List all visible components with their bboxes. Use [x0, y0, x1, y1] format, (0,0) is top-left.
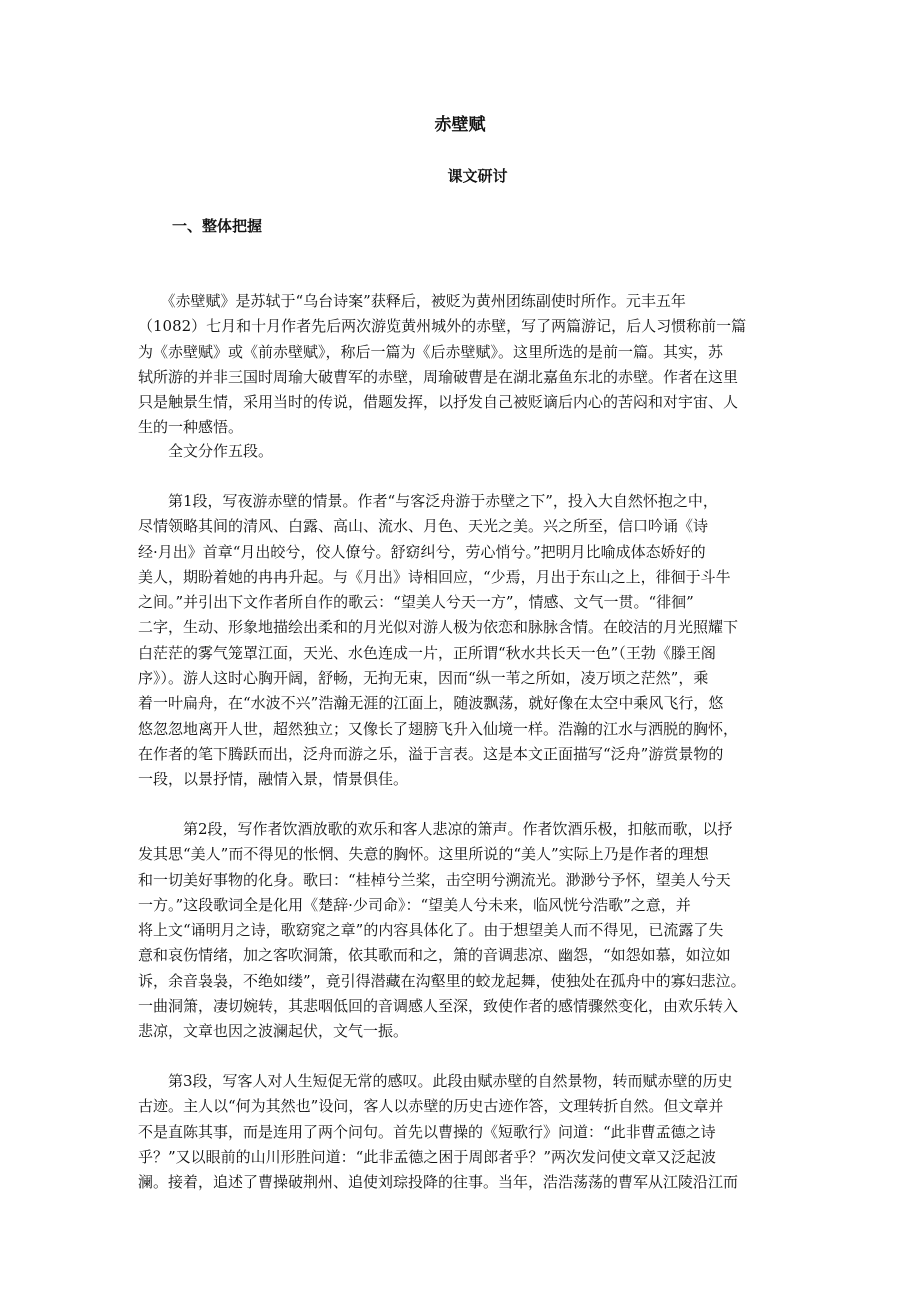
paragraph-structure [138, 439, 784, 464]
paragraph-line: 乎？”又以眼前的山川形胜问道：“此非孟德之困于周郎者乎？”两次发问使文章又泛起波 [138, 1147, 717, 1166]
paragraph-line: 第2段，写作者饮酒放歌的欢乐和客人悲凉的箫声。作者饮酒乐极，扣舷而歌，以抒 [138, 820, 733, 838]
paragraph-line: 和一切美好事物的化身。歌曰：“桂棹兮兰桨，击空明兮溯流光。渺渺兮予怀，望美人兮天 [138, 870, 731, 889]
paragraph-line: 美人，期盼着她的冉冉升起。与《月出》诗相回应，“少焉，月出于东山之上，徘徊于斗牛 [138, 567, 731, 586]
paragraph-section-2 [138, 817, 784, 1045]
paragraph-line: 悲凉，文章也因之波澜起伏，文气一振。 [138, 1022, 409, 1041]
paragraph-line: 一方。”这段歌词全是化用《楚辞·少司命》：“望美人兮未来，临风恍兮浩歌”之意，并 [138, 895, 691, 914]
paragraph-line: 第3段，写客人对人生短促无常的感叹。此段由赋赤壁的自然景物，转而赋赤壁的历史 [138, 1072, 733, 1090]
paragraph-line: 在作者的笔下腾跃而出，泛舟而游之乐，溢于言表。这是本文正面描写“泛舟”游赏景物的 [138, 744, 724, 763]
paragraph-line: （1082）七月和十月作者先后两次游览黄州城外的赤壁，写了两篇游记，后人习惯称前一篇 [138, 317, 747, 336]
paragraph-line: 第1段，写夜游赤壁的情景。作者“与客泛舟游于赤壁之下”，投入大自然怀抱之中， [138, 492, 718, 510]
paragraph-line: 一曲洞箫，凄切婉转，其悲咽低回的音调感人至深，致使作者的感情骤然变化，由欢乐转入 [138, 997, 739, 1016]
paragraph-line: 之间。”并引出下文作者所自作的歌云：“望美人兮天一方”，情感、文气一贯。“徘徊” [138, 593, 694, 612]
paragraph-section-3 [138, 1069, 784, 1195]
paragraph-line: 只是触景生情，采用当时的传说，借题发挥，以抒发自己被贬谪后内心的苦闷和对宇宙、人 [138, 393, 739, 412]
paragraph-line: 古迹。主人以“何为其然也”设问，客人以赤壁的历史古迹作答，文理转折自然。但文章并 [138, 1097, 724, 1116]
paragraph-line: 意和哀伤情绪，加之客吹洞箫，依其歌而和之，箫的音调悲凉、幽怨，“如怨如慕，如泣如 [138, 946, 731, 965]
section-heading: 一、整体把握 [172, 217, 263, 235]
document-title: 赤壁赋 [434, 115, 486, 135]
paragraph-line: 生的一种感悟。 [138, 418, 244, 437]
paragraph-line: 为《赤壁赋》或《前赤壁赋》，称后一篇为《后赤壁赋》。这里所选的是前一篇。其实，苏 [138, 342, 724, 361]
paragraph-background [138, 289, 784, 441]
paragraph-line: 序》）。游人这时心胸开阔，舒畅，无拘无束，因而“纵一苇之所如，凌万顷之茫然”，乘 [138, 669, 709, 688]
paragraph-line: 发其思“美人”而不得见的怅惘、失意的胸怀。这里所说的“美人”实际上乃是作者的理想 [138, 845, 709, 864]
paragraph-line: 轼所游的并非三国时周瑜大破曹军的赤壁，周瑜破曹是在湖北嘉鱼东北的赤壁。作者在这里 [138, 367, 739, 386]
paragraph-line: 白茫茫的雾气笼罩江面，天光、水色连成一片，正所谓“秋水共长天一色”（王勃《滕王阁 [138, 643, 716, 662]
paragraph-section-1 [138, 489, 784, 793]
paragraph-line: 诉，余音袅袅，不绝如缕”，竟引得潜藏在沟壑里的蛟龙起舞，使独处在孤舟中的寡妇悲泣。 [138, 971, 746, 990]
paragraph-line: 一段，以景抒情，融情入景，情景俱佳。 [138, 770, 409, 789]
paragraph-line: 尽情领略其间的清风、白露、高山、流水、月色、天光之美。兴之所至，信口吟诵《诗 [138, 517, 709, 536]
paragraph-line: 悠忽忽地离开人世，超然独立；又像长了翅膀飞升入仙境一样。浩瀚的江水与洒脱的胸怀， [138, 719, 739, 738]
paragraph-line: 不是直陈其事，而是连用了两个问句。首先以曹操的《短歌行》问道：“此非曹孟德之诗 [138, 1122, 716, 1141]
paragraph-line: 《赤壁赋》是苏轼于“乌台诗案”获释后，被贬为黄州团练副使时所作。元丰五年 [138, 292, 686, 310]
paragraph-line: 经·月出》首章“月出皎兮，佼人僚兮。舒窈纠兮，劳心悄兮。”把明月比喻成体态娇好的 [138, 542, 706, 561]
paragraph-line: 将上文“诵明月之诗，歌窈窕之章”的内容具体化了。由于想望美人而不得见，已流露了失 [138, 921, 724, 940]
paragraph-line: 着一叶扁舟，在“水波不兴”浩瀚无涯的江面上，随波飘荡，就好像在太空中乘风飞行，悠 [138, 694, 724, 713]
document-subtitle: 课文研讨 [447, 167, 508, 185]
paragraph-line: 澜。接着，追述了曹操破荆州、追使刘琮投降的往事。当年，浩浩荡荡的曹军从江陵沿江而 [138, 1173, 739, 1192]
paragraph-line: 全文分作五段。 [138, 442, 274, 460]
paragraph-line: 二字，生动、形象地描绘出柔和的月光似对游人极为依恋和脉脉含情。在皎洁的月光照耀下 [138, 618, 739, 637]
